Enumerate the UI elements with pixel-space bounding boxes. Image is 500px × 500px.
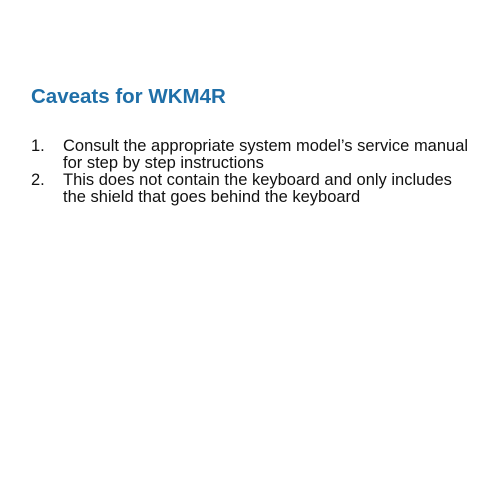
list-item <box>31 172 471 206</box>
list-item <box>31 138 471 172</box>
list-item-text: Consult the appropriate system model’s service manual for step by step instructions <box>63 137 469 172</box>
list-item-number: 2. <box>31 171 45 189</box>
caveat-list <box>31 138 471 206</box>
list-item-number: 1. <box>31 137 45 155</box>
list-item-text: This does not contain the keyboard and only includes the shield that goes behind the keyboard <box>63 171 452 206</box>
page-title: Caveats for WKM4R <box>31 85 226 108</box>
